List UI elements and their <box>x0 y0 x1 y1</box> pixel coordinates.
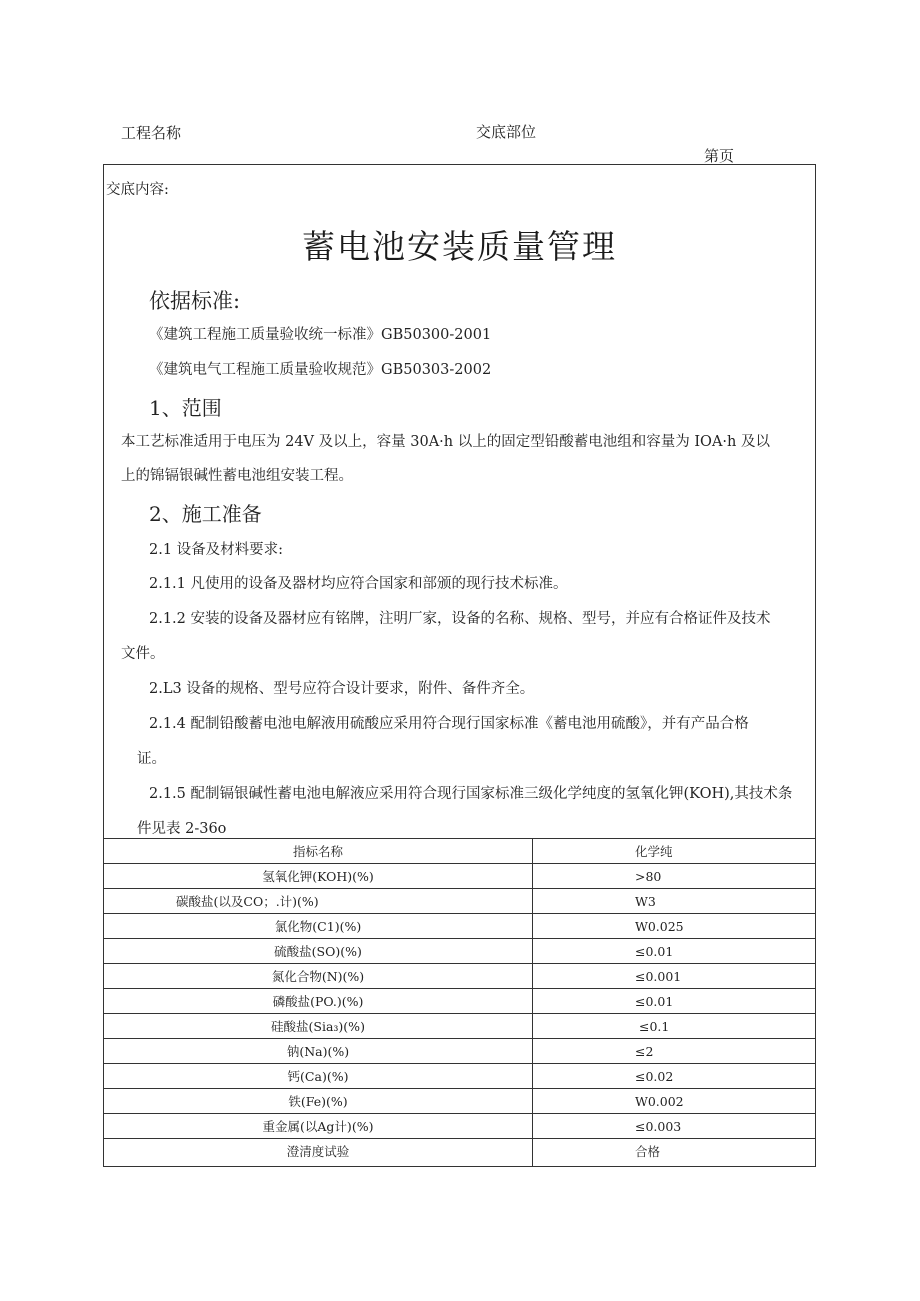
table-row <box>104 1039 815 1064</box>
table-row <box>104 1014 815 1039</box>
table-header-row <box>104 839 815 864</box>
table-cell: ≤0.001 <box>533 964 816 989</box>
table-cell: >80 <box>533 864 816 889</box>
table-cell: 合格 <box>533 1139 816 1167</box>
table-cell: 重金属(以Ag计)(%) <box>104 1114 533 1139</box>
disclosure-frame <box>103 164 816 1167</box>
table-row <box>104 1139 815 1167</box>
table-cell: 钙(Ca)(%) <box>104 1064 533 1089</box>
table-cell: ≤0.02 <box>533 1064 816 1089</box>
basis-item: 《建筑电气工程施工质量验收规范》GB50303-2002 <box>149 362 492 378</box>
table-cell: W3 <box>533 889 816 914</box>
section1-heading: 1、范围 <box>149 396 222 420</box>
table-header-cell: 指标名称 <box>104 839 533 864</box>
table-row <box>104 864 815 889</box>
table-cell: 澄清度试验 <box>104 1139 533 1167</box>
paragraph-line: 2.1.5 配制镉银碱性蓄电池电解液应采用符合现行国家标准三级化学纯度的氢氧化钾(KOH),其技术条 <box>149 786 793 802</box>
table-cell: 氯化物(C1)(%) <box>104 914 533 939</box>
table-cell: 硅酸盐(Sia₃)(%) <box>104 1014 533 1039</box>
paragraph-line: 上的锦镉银碱性蓄电池组安装工程。 <box>121 468 353 484</box>
table-cell: ≤0.003 <box>533 1114 816 1139</box>
table-cell: ≤0.1 <box>533 1014 816 1039</box>
table-cell: 碳酸盐(以及CO；.计)(%) <box>104 889 533 914</box>
table-cell: 钠(Na)(%) <box>104 1039 533 1064</box>
table-row <box>104 1064 815 1089</box>
table-row <box>104 1089 815 1114</box>
paragraph-line: 2.1.1 凡使用的设备及器材均应符合国家和部颁的现行技术标准。 <box>149 576 568 592</box>
paragraph-line: 证。 <box>137 751 166 767</box>
table-cell: W0.025 <box>533 914 816 939</box>
table-header-cell: 化学纯 <box>533 839 816 864</box>
table-cell: 磷酸盐(PO.)(%) <box>104 989 533 1014</box>
content-label: 交底内容: <box>106 182 169 198</box>
paragraph-line: 件见表 2-36o <box>137 821 227 837</box>
paragraph-line: 本工艺标准适用于电压为 24V 及以上，容量 30A·h 以上的固定型铅酸蓄电池组和容量为 IOA·h 及以 <box>121 434 770 450</box>
paragraph-line: 2.1.2 安装的设备及器材应有铭牌，注明厂家，设备的名称、规格、型号，并应有合格证件及技术 <box>149 611 771 627</box>
table-row <box>104 889 815 914</box>
table-cell: 氢氧化钾(KOH)(%) <box>104 864 533 889</box>
table-cell: 氮化合物(N)(%) <box>104 964 533 989</box>
table-cell: ≤0.01 <box>533 939 816 964</box>
page-title: 蓄电池安装质量管理 <box>302 227 617 266</box>
table-row <box>104 914 815 939</box>
table-row <box>104 964 815 989</box>
project-name-label: 工程名称 <box>121 124 182 142</box>
table-row <box>104 939 815 964</box>
paragraph-line: 2.1.4 配制铅酸蓄电池电解液用硫酸应采用符合现行国家标准《蓄电池用硫酸》，并有产品合格 <box>149 716 749 732</box>
table-row <box>104 1114 815 1139</box>
basis-item: 《建筑工程施工质量验收统一标准》GB50300-2001 <box>149 327 492 343</box>
section2-heading: 2、施工准备 <box>149 502 262 526</box>
page-label: 第页 <box>704 147 735 165</box>
paragraph-line: 2.L3 设备的规格、型号应符合设计要求，附件、备件齐全。 <box>149 681 535 697</box>
table-cell: 铁(Fe)(%) <box>104 1089 533 1114</box>
table-row <box>104 989 815 1014</box>
spec-table <box>104 838 815 1166</box>
table-cell: W0.002 <box>533 1089 816 1114</box>
table-cell: 硫酸盐(SO)(%) <box>104 939 533 964</box>
location-label: 交底部位 <box>476 123 537 141</box>
basis-heading: 依据标准: <box>149 289 241 313</box>
paragraph-line: 文件。 <box>121 646 165 662</box>
subsection-heading: 2.1 设备及材料要求: <box>149 542 284 558</box>
table-cell: ≤2 <box>533 1039 816 1064</box>
table-cell: ≤0.01 <box>533 989 816 1014</box>
